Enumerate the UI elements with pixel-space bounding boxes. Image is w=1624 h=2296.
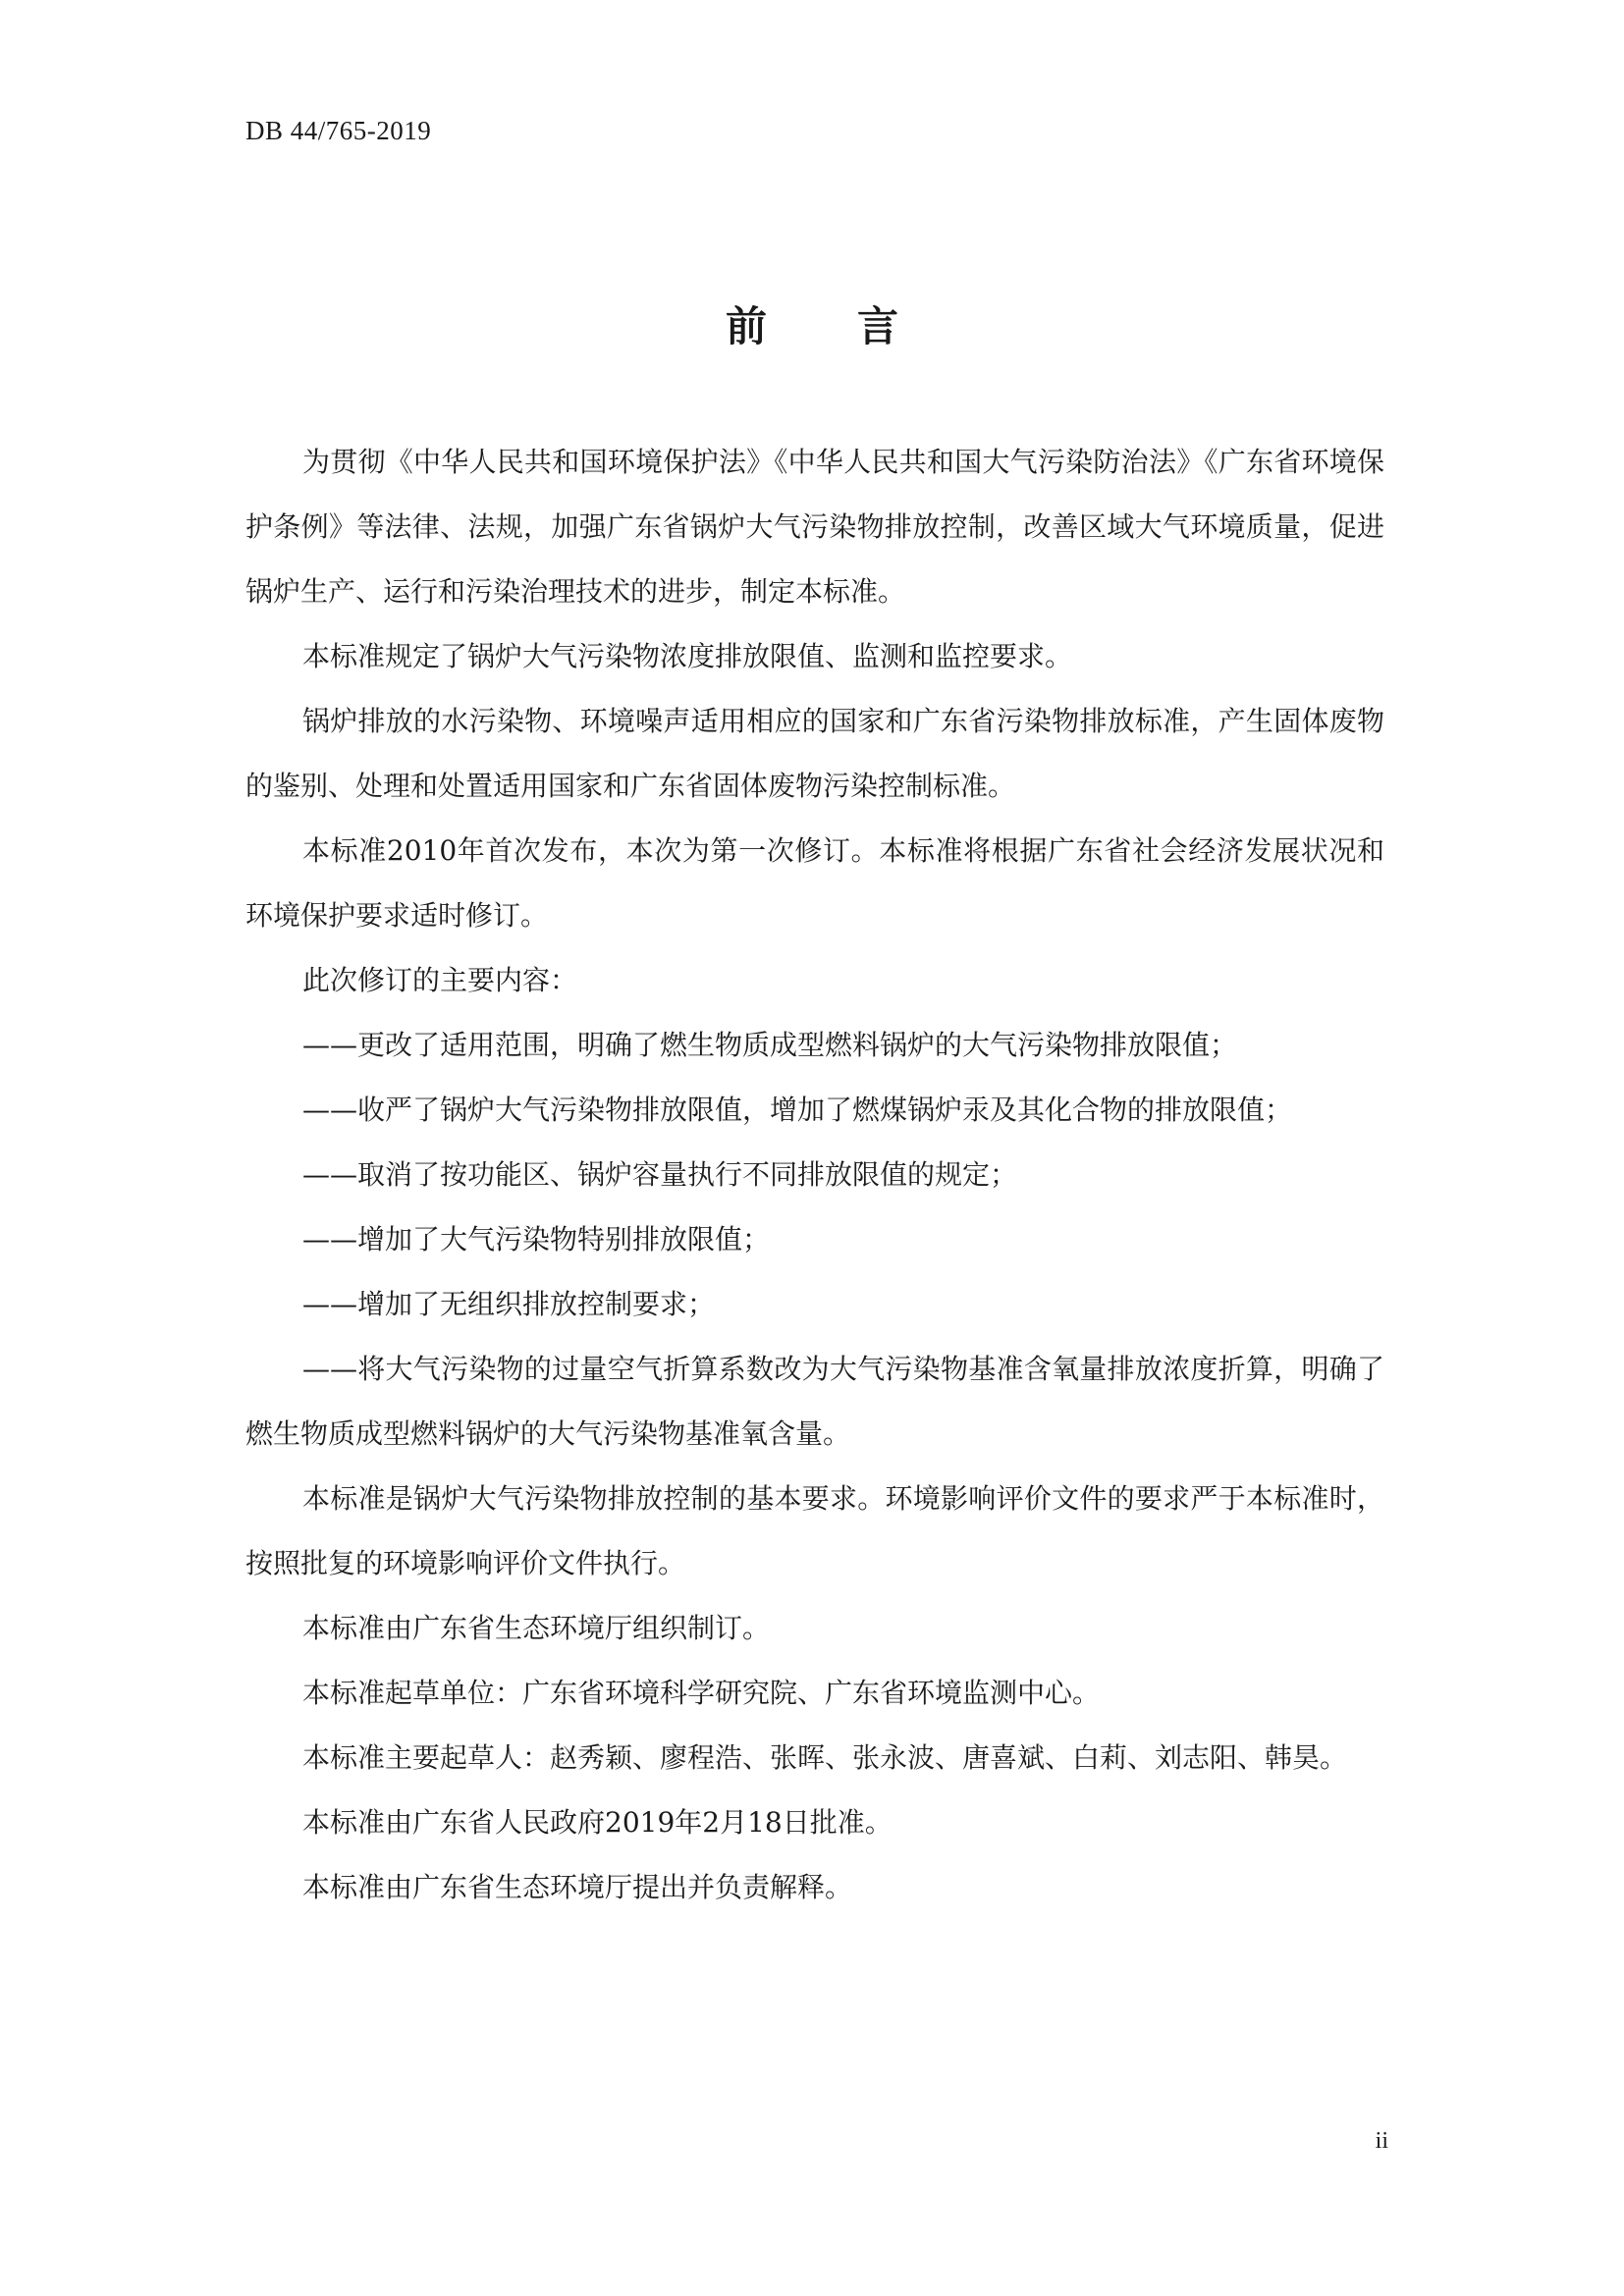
paragraph-purpose: 为贯彻《中华人民共和国环境保护法》《中华人民共和国大气污染防治法》《广东省环境保护条例》等法律、法规，加强广东省锅炉大气污染物排放控制，改善区域大气环境质量，促进锅炉生产、运行和污染治理技术的进步，制定本标准。 — [245, 446, 1384, 608]
revision-item: ——将大气污染物的过量空气折算系数改为大气污染物基准含氧量排放浓度折算，明确了燃生物质成型燃料锅炉的大气污染物基准氧含量。 — [245, 1353, 1384, 1450]
paragraph-basic-requirement: 本标准是锅炉大气污染物排放控制的基本要求。环境影响评价文件的要求严于本标准时，按照批复的环境影响评价文件执行。 — [245, 1482, 1384, 1579]
foreword-body — [245, 430, 1384, 1920]
paragraph-revision-intro: 此次修订的主要内容： — [302, 964, 578, 996]
revision-item: ——更改了适用范围，明确了燃生物质成型燃料锅炉的大气污染物排放限值； — [302, 1029, 1238, 1061]
paragraph-other-pollutants: 锅炉排放的水污染物、环境噪声适用相应的国家和广东省污染物排放标准，产生固体废物的鉴别、处理和处置适用国家和广东省固体废物污染控制标准。 — [245, 705, 1384, 802]
paragraph-organizer: 本标准由广东省生态环境厅组织制订。 — [302, 1612, 771, 1644]
paragraph-interpretation: 本标准由广东省生态环境厅提出并负责解释。 — [302, 1871, 853, 1903]
page-title-char-2: 言 — [857, 302, 899, 350]
revision-item: ——增加了无组织排放控制要求； — [302, 1288, 716, 1320]
page-number: ii — [1375, 2128, 1388, 2154]
revision-item: ——收严了锅炉大气污染物排放限值，增加了燃煤锅炉汞及其化合物的排放限值； — [302, 1094, 1293, 1126]
revision-item: ——取消了按功能区、锅炉容量执行不同排放限值的规定； — [302, 1158, 1018, 1191]
revision-item: ——增加了大气污染物特别排放限值； — [302, 1223, 771, 1255]
paragraph-drafting-units: 本标准起草单位：广东省环境科学研究院、广东省环境监测中心。 — [302, 1677, 1101, 1709]
page-title-char-1: 前 — [725, 302, 767, 350]
paragraph-history: 本标准2010年首次发布，本次为第一次修订。本标准将根据广东省社会经济发展状况和环境保护要求适时修订。 — [245, 834, 1384, 932]
paragraph-scope: 本标准规定了锅炉大气污染物浓度排放限值、监测和监控要求。 — [302, 640, 1073, 672]
document-code: DB 44/765-2019 — [245, 116, 432, 145]
paragraph-drafters: 本标准主要起草人：赵秀颖、廖程浩、张晖、张永波、唐喜斌、白莉、刘志阳、韩昊。 — [302, 1741, 1348, 1774]
paragraph-approval: 本标准由广东省人民政府2019年2月18日批准。 — [302, 1806, 893, 1839]
page-title — [0, 294, 1624, 353]
